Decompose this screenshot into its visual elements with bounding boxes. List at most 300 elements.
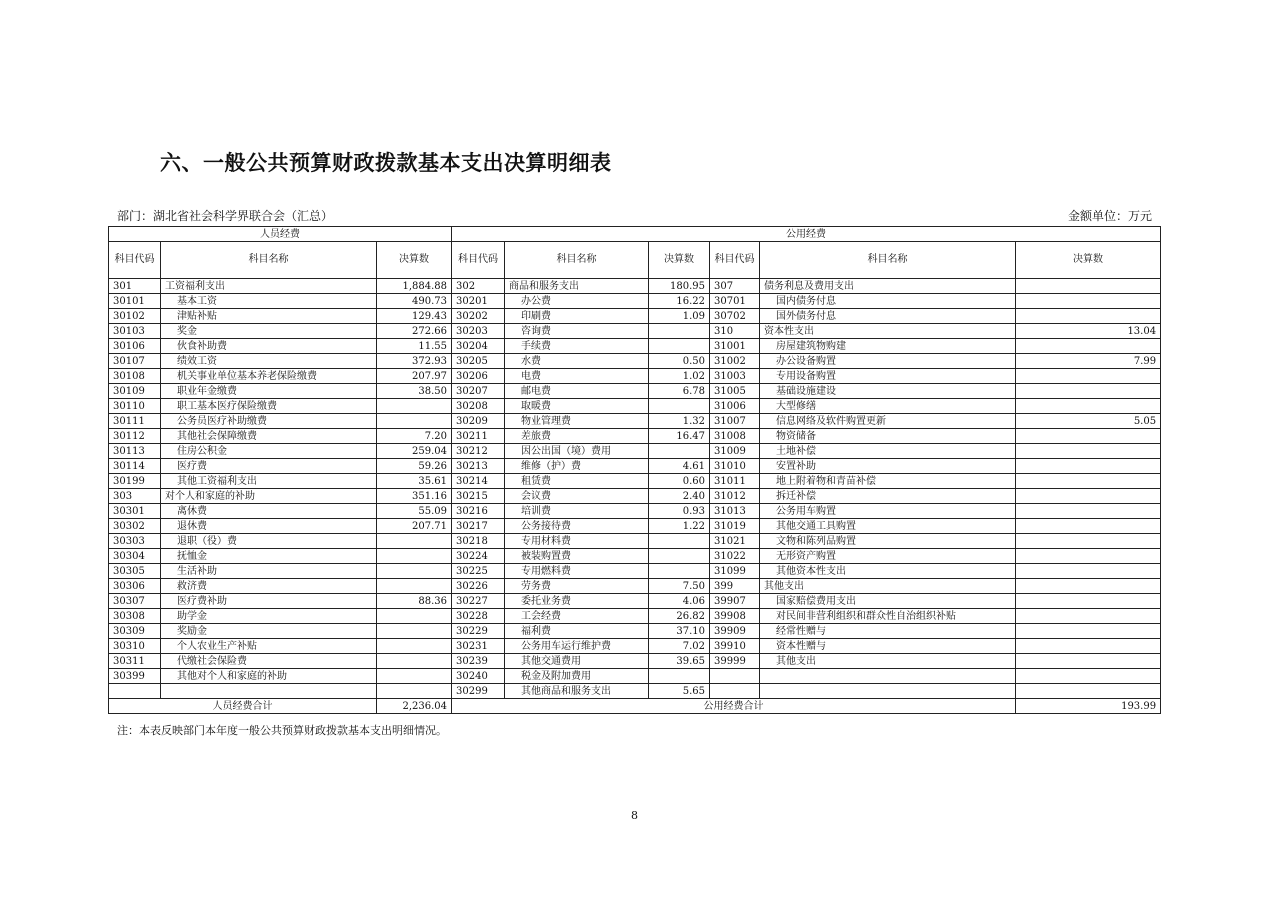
personnel-amount: 207.71 (377, 519, 452, 534)
public-code-2: 31009 (710, 444, 760, 459)
public-amount-2 (1016, 474, 1161, 489)
public-name-2: 资本性支出 (760, 324, 1016, 339)
public-amount (649, 549, 710, 564)
personnel-code: 30307 (109, 594, 161, 609)
public-amount (649, 399, 710, 414)
public-code-2: 310 (710, 324, 760, 339)
public-code-2: 307 (710, 279, 760, 294)
personnel-name: 个人农业生产补贴 (161, 639, 377, 654)
public-amount (649, 444, 710, 459)
public-code: 30215 (452, 489, 505, 504)
table-row (109, 684, 1161, 699)
table-row (109, 519, 1161, 534)
public-amount: 26.82 (649, 609, 710, 624)
public-name: 劳务费 (505, 579, 649, 594)
personnel-code: 30107 (109, 354, 161, 369)
personnel-name: 职业年金缴费 (161, 384, 377, 399)
public-amount-2 (1016, 309, 1161, 324)
personnel-name: 医疗费 (161, 459, 377, 474)
personnel-name: 基本工资 (161, 294, 377, 309)
public-amount-2 (1016, 294, 1161, 309)
public-code-2: 31021 (710, 534, 760, 549)
public-name: 差旅费 (505, 429, 649, 444)
table-row (109, 459, 1161, 474)
personnel-name: 绩效工资 (161, 354, 377, 369)
public-amount: 1.22 (649, 519, 710, 534)
public-amount: 6.78 (649, 384, 710, 399)
public-amount-2: 5.05 (1016, 414, 1161, 429)
personnel-code: 30110 (109, 399, 161, 414)
personnel-code: 30303 (109, 534, 161, 549)
public-code: 30203 (452, 324, 505, 339)
personnel-amount (377, 564, 452, 579)
public-amount: 7.02 (649, 639, 710, 654)
public-amount: 37.10 (649, 624, 710, 639)
public-code-2: 31006 (710, 399, 760, 414)
personnel-code: 30399 (109, 669, 161, 684)
personnel-amount: 129.43 (377, 309, 452, 324)
public-code-2: 31001 (710, 339, 760, 354)
public-amount: 39.65 (649, 654, 710, 669)
public-amount-2: 7.99 (1016, 354, 1161, 369)
personnel-name: 其他工资福利支出 (161, 474, 377, 489)
public-code-2: 39908 (710, 609, 760, 624)
table-row (109, 489, 1161, 504)
public-code: 302 (452, 279, 505, 294)
public-amount: 0.60 (649, 474, 710, 489)
personnel-name: 机关事业单位基本养老保险缴费 (161, 369, 377, 384)
table-row (109, 399, 1161, 414)
col-header-name: 科目名称 (505, 242, 649, 279)
table-row (109, 429, 1161, 444)
public-code: 30205 (452, 354, 505, 369)
personnel-total-label: 人员经费合计 (109, 699, 377, 714)
public-name-2: 专用设备购置 (760, 369, 1016, 384)
public-name-2: 国内债务付息 (760, 294, 1016, 309)
public-name-2: 对民间非营利组织和群众性自治组织补贴 (760, 609, 1016, 624)
personnel-name: 其他对个人和家庭的补助 (161, 669, 377, 684)
personnel-amount: 38.50 (377, 384, 452, 399)
public-name-2: 无形资产购置 (760, 549, 1016, 564)
public-name-2 (760, 684, 1016, 699)
personnel-name: 退休费 (161, 519, 377, 534)
public-name: 其他交通费用 (505, 654, 649, 669)
public-amount: 1.09 (649, 309, 710, 324)
personnel-amount (377, 669, 452, 684)
public-amount-2 (1016, 444, 1161, 459)
table-row (109, 594, 1161, 609)
public-name: 电费 (505, 369, 649, 384)
table-row (109, 549, 1161, 564)
public-amount: 7.50 (649, 579, 710, 594)
table-row (109, 639, 1161, 654)
public-code: 30231 (452, 639, 505, 654)
personnel-amount: 55.09 (377, 504, 452, 519)
public-name: 专用燃料费 (505, 564, 649, 579)
public-name: 公务接待费 (505, 519, 649, 534)
public-name-2: 国外债务付息 (760, 309, 1016, 324)
col-header-code: 科目代码 (452, 242, 505, 279)
personnel-amount (377, 534, 452, 549)
personnel-code: 30108 (109, 369, 161, 384)
public-amount-2 (1016, 279, 1161, 294)
public-name-2: 地上附着物和青苗补偿 (760, 474, 1016, 489)
personnel-name: 津贴补贴 (161, 309, 377, 324)
table-row (109, 414, 1161, 429)
public-name: 手续费 (505, 339, 649, 354)
public-code-2: 31013 (710, 504, 760, 519)
public-code: 30214 (452, 474, 505, 489)
public-name: 咨询费 (505, 324, 649, 339)
personnel-amount: 259.04 (377, 444, 452, 459)
public-name: 商品和服务支出 (505, 279, 649, 294)
personnel-total-amount: 2,236.04 (377, 699, 452, 714)
personnel-code: 30310 (109, 639, 161, 654)
table-row (109, 309, 1161, 324)
personnel-name: 退职（役）费 (161, 534, 377, 549)
table-row (109, 369, 1161, 384)
public-code: 30225 (452, 564, 505, 579)
page-number: 8 (631, 809, 638, 822)
public-code-2: 31005 (710, 384, 760, 399)
public-code-2: 31019 (710, 519, 760, 534)
public-amount-2 (1016, 339, 1161, 354)
unit-label: 金额单位：万元 (1067, 209, 1152, 223)
personnel-code: 30308 (109, 609, 161, 624)
personnel-name: 奖励金 (161, 624, 377, 639)
public-name: 其他商品和服务支出 (505, 684, 649, 699)
public-code: 30228 (452, 609, 505, 624)
public-amount-2 (1016, 564, 1161, 579)
public-code-2: 31003 (710, 369, 760, 384)
personnel-name: 对个人和家庭的补助 (161, 489, 377, 504)
public-amount: 2.40 (649, 489, 710, 504)
personnel-amount: 490.73 (377, 294, 452, 309)
personnel-amount: 351.16 (377, 489, 452, 504)
public-amount-2 (1016, 489, 1161, 504)
public-code-2: 399 (710, 579, 760, 594)
table-row (109, 354, 1161, 369)
public-name-2: 物资储备 (760, 429, 1016, 444)
personnel-name: 生活补助 (161, 564, 377, 579)
public-group-header: 公用经费 (452, 227, 1161, 242)
public-amount: 1.02 (649, 369, 710, 384)
public-code-2: 39999 (710, 654, 760, 669)
personnel-amount (377, 549, 452, 564)
table-row (109, 339, 1161, 354)
public-name: 专用材料费 (505, 534, 649, 549)
public-code: 30227 (452, 594, 505, 609)
public-name: 因公出国（境）费用 (505, 444, 649, 459)
budget-table (108, 226, 1161, 714)
public-name: 租赁费 (505, 474, 649, 489)
public-name: 税金及附加费用 (505, 669, 649, 684)
personnel-name: 伙食补助费 (161, 339, 377, 354)
personnel-name: 离休费 (161, 504, 377, 519)
public-code: 30213 (452, 459, 505, 474)
public-amount-2 (1016, 459, 1161, 474)
personnel-code: 301 (109, 279, 161, 294)
public-amount (649, 324, 710, 339)
public-code-2: 31022 (710, 549, 760, 564)
personnel-code: 30111 (109, 414, 161, 429)
public-name: 培训费 (505, 504, 649, 519)
public-amount-2: 13.04 (1016, 324, 1161, 339)
personnel-amount (377, 579, 452, 594)
personnel-amount: 207.97 (377, 369, 452, 384)
personnel-group-header: 人员经费 (109, 227, 452, 242)
table-row (109, 504, 1161, 519)
public-amount-2 (1016, 669, 1161, 684)
public-code-2 (710, 669, 760, 684)
personnel-name: 住房公积金 (161, 444, 377, 459)
table-row (109, 609, 1161, 624)
public-name-2: 土地补偿 (760, 444, 1016, 459)
public-name-2: 办公设备购置 (760, 354, 1016, 369)
page-title: 六、一般公共预算财政拨款基本支出决算明细表 (160, 151, 612, 175)
personnel-amount (377, 654, 452, 669)
table-row (109, 534, 1161, 549)
public-code: 30239 (452, 654, 505, 669)
public-name-2: 其他交通工具购置 (760, 519, 1016, 534)
table-row (109, 654, 1161, 669)
personnel-code: 30302 (109, 519, 161, 534)
public-name-2: 安置补助 (760, 459, 1016, 474)
public-name-2: 信息网络及软件购置更新 (760, 414, 1016, 429)
public-name: 物业管理费 (505, 414, 649, 429)
public-code: 30218 (452, 534, 505, 549)
public-code: 30204 (452, 339, 505, 354)
public-amount: 180.95 (649, 279, 710, 294)
personnel-amount: 372.93 (377, 354, 452, 369)
group-header-row (109, 227, 1161, 242)
col-header-amount: 决算数 (1016, 242, 1161, 279)
public-amount: 4.06 (649, 594, 710, 609)
public-code: 30202 (452, 309, 505, 324)
personnel-amount (377, 684, 452, 699)
column-header-row (109, 242, 1161, 279)
public-amount-2 (1016, 684, 1161, 699)
personnel-name: 医疗费补助 (161, 594, 377, 609)
table-row (109, 669, 1161, 684)
personnel-name (161, 684, 377, 699)
table-row (109, 324, 1161, 339)
personnel-amount (377, 414, 452, 429)
public-amount: 1.32 (649, 414, 710, 429)
table-row (109, 624, 1161, 639)
public-code-2: 39909 (710, 624, 760, 639)
personnel-name: 助学金 (161, 609, 377, 624)
public-name-2: 公务用车购置 (760, 504, 1016, 519)
public-code: 30211 (452, 429, 505, 444)
public-amount: 4.61 (649, 459, 710, 474)
public-amount: 5.65 (649, 684, 710, 699)
personnel-amount: 35.61 (377, 474, 452, 489)
public-amount-2 (1016, 534, 1161, 549)
personnel-amount (377, 639, 452, 654)
table-row (109, 279, 1161, 294)
public-amount-2 (1016, 369, 1161, 384)
public-code: 30224 (452, 549, 505, 564)
public-name-2: 文物和陈列品购置 (760, 534, 1016, 549)
public-amount-2 (1016, 519, 1161, 534)
personnel-code: 30109 (109, 384, 161, 399)
public-code-2 (710, 684, 760, 699)
personnel-name: 职工基本医疗保险缴费 (161, 399, 377, 414)
personnel-amount: 59.26 (377, 459, 452, 474)
personnel-code: 30304 (109, 549, 161, 564)
public-code: 30206 (452, 369, 505, 384)
public-amount-2 (1016, 624, 1161, 639)
public-name-2: 国家赔偿费用支出 (760, 594, 1016, 609)
public-code-2: 31010 (710, 459, 760, 474)
personnel-amount (377, 624, 452, 639)
personnel-code: 30309 (109, 624, 161, 639)
public-amount (649, 339, 710, 354)
personnel-code: 303 (109, 489, 161, 504)
public-amount: 16.47 (649, 429, 710, 444)
public-code-2: 31002 (710, 354, 760, 369)
col-header-name: 科目名称 (161, 242, 377, 279)
public-name-2: 基础设施建设 (760, 384, 1016, 399)
personnel-name: 奖金 (161, 324, 377, 339)
public-amount (649, 534, 710, 549)
personnel-amount: 272.66 (377, 324, 452, 339)
personnel-code: 30199 (109, 474, 161, 489)
public-name: 水费 (505, 354, 649, 369)
col-header-amount: 决算数 (649, 242, 710, 279)
public-total-label: 公用经费合计 (452, 699, 1016, 714)
public-name: 维修（护）费 (505, 459, 649, 474)
public-amount (649, 564, 710, 579)
col-header-name: 科目名称 (760, 242, 1016, 279)
personnel-code: 30306 (109, 579, 161, 594)
personnel-code: 30103 (109, 324, 161, 339)
public-name-2: 其他资本性支出 (760, 564, 1016, 579)
public-amount-2 (1016, 594, 1161, 609)
public-code: 30226 (452, 579, 505, 594)
public-amount-2 (1016, 609, 1161, 624)
public-amount-2 (1016, 549, 1161, 564)
public-name-2 (760, 669, 1016, 684)
personnel-amount: 88.36 (377, 594, 452, 609)
public-name: 印刷费 (505, 309, 649, 324)
public-name-2: 其他支出 (760, 579, 1016, 594)
public-name-2: 大型修缮 (760, 399, 1016, 414)
personnel-code: 30101 (109, 294, 161, 309)
public-code: 30229 (452, 624, 505, 639)
personnel-amount (377, 399, 452, 414)
public-code-2: 31011 (710, 474, 760, 489)
totals-row (109, 699, 1161, 714)
public-code-2: 39910 (710, 639, 760, 654)
department-label: 部门：湖北省社会科学界联合会（汇总） (117, 209, 334, 223)
footnote: 注：本表反映部门本年度一般公共预算财政拨款基本支出明细情况。 (117, 724, 447, 737)
public-amount: 0.50 (649, 354, 710, 369)
public-amount: 0.93 (649, 504, 710, 519)
personnel-code: 30305 (109, 564, 161, 579)
personnel-code: 30114 (109, 459, 161, 474)
public-name: 公务用车运行维护费 (505, 639, 649, 654)
public-amount: 16.22 (649, 294, 710, 309)
public-amount-2 (1016, 504, 1161, 519)
public-code: 30209 (452, 414, 505, 429)
personnel-name: 救济费 (161, 579, 377, 594)
public-amount-2 (1016, 399, 1161, 414)
public-code: 30216 (452, 504, 505, 519)
table-row (109, 444, 1161, 459)
public-amount (649, 669, 710, 684)
public-name: 会议费 (505, 489, 649, 504)
public-code-2: 30702 (710, 309, 760, 324)
public-code-2: 31012 (710, 489, 760, 504)
table-row (109, 384, 1161, 399)
personnel-code: 30301 (109, 504, 161, 519)
personnel-name: 抚恤金 (161, 549, 377, 564)
public-name-2: 资本性赠与 (760, 639, 1016, 654)
personnel-name: 公务员医疗补助缴费 (161, 414, 377, 429)
personnel-name: 工资福利支出 (161, 279, 377, 294)
col-header-code: 科目代码 (710, 242, 760, 279)
public-name-2: 其他支出 (760, 654, 1016, 669)
public-code: 30212 (452, 444, 505, 459)
public-amount-2 (1016, 579, 1161, 594)
public-code: 30208 (452, 399, 505, 414)
public-code-2: 39907 (710, 594, 760, 609)
public-amount-2 (1016, 654, 1161, 669)
public-amount-2 (1016, 429, 1161, 444)
public-name: 工会经费 (505, 609, 649, 624)
personnel-amount: 11.55 (377, 339, 452, 354)
personnel-code (109, 684, 161, 699)
public-name-2: 拆迁补偿 (760, 489, 1016, 504)
table-row (109, 294, 1161, 309)
public-name: 办公费 (505, 294, 649, 309)
table-row (109, 564, 1161, 579)
public-name: 被装购置费 (505, 549, 649, 564)
col-header-code: 科目代码 (109, 242, 161, 279)
personnel-code: 30106 (109, 339, 161, 354)
personnel-code: 30311 (109, 654, 161, 669)
public-name-2: 房屋建筑物购建 (760, 339, 1016, 354)
personnel-amount (377, 609, 452, 624)
public-code: 30201 (452, 294, 505, 309)
public-code-2: 30701 (710, 294, 760, 309)
personnel-code: 30102 (109, 309, 161, 324)
public-name: 取暖费 (505, 399, 649, 414)
personnel-name: 其他社会保障缴费 (161, 429, 377, 444)
public-name-2: 债务利息及费用支出 (760, 279, 1016, 294)
personnel-code: 30113 (109, 444, 161, 459)
table-row (109, 579, 1161, 594)
public-amount-2 (1016, 639, 1161, 654)
personnel-code: 30112 (109, 429, 161, 444)
table-row (109, 474, 1161, 489)
public-code: 30217 (452, 519, 505, 534)
public-name: 委托业务费 (505, 594, 649, 609)
public-code-2: 31008 (710, 429, 760, 444)
public-name: 福利费 (505, 624, 649, 639)
personnel-amount: 7.20 (377, 429, 452, 444)
public-code: 30207 (452, 384, 505, 399)
public-amount-2 (1016, 384, 1161, 399)
public-name-2: 经常性赠与 (760, 624, 1016, 639)
public-code: 30299 (452, 684, 505, 699)
public-name: 邮电费 (505, 384, 649, 399)
personnel-amount: 1,884.88 (377, 279, 452, 294)
public-total-amount: 193.99 (1016, 699, 1161, 714)
public-code: 30240 (452, 669, 505, 684)
